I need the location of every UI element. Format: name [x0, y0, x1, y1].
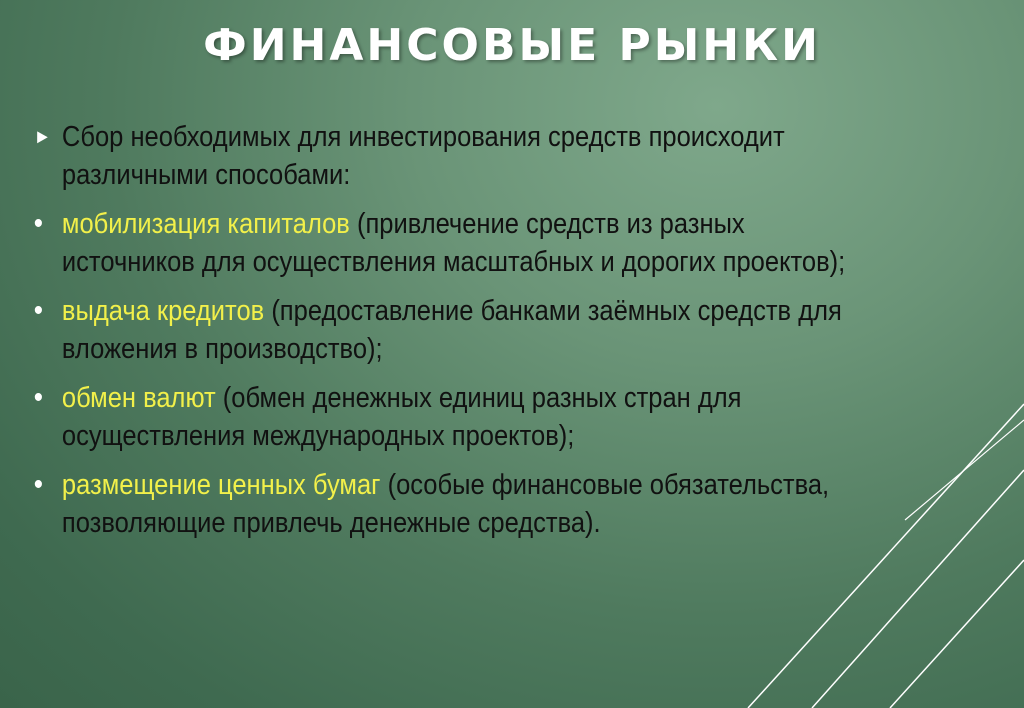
bullet-dot-icon: •	[33, 207, 44, 240]
decor-line	[890, 560, 1024, 708]
decor-line	[812, 470, 1024, 708]
bullet-dot-icon: •	[33, 468, 44, 501]
slide-title: ФИНАНСОВЫЕ РЫНКИ	[203, 20, 821, 71]
bullet-text: (привлечение средств из разных источников для осуществления масштабных и дорогих проектов);	[61, 208, 846, 278]
bullet-highlight: выдача кредитов	[61, 295, 265, 327]
bullet-text: (обмен денежных единиц разных стран для осуществления международных проектов);	[61, 382, 742, 452]
intro-text: Сбор необходимых для инвестирования средств происходит различными способами:	[61, 121, 785, 191]
decor-line	[748, 404, 1024, 708]
arrow-bullet-icon: ►	[33, 126, 52, 148]
bullet-text: (предоставление банками заёмных средств для вложения в производство);	[61, 295, 842, 365]
decor-line	[905, 420, 1024, 520]
bullet-dot-icon: •	[33, 381, 44, 414]
bullet-dot-icon: •	[33, 294, 44, 327]
bullet-highlight: размещение ценных бумаг	[61, 469, 381, 501]
bullet-text: (особые финансовые обязательства, позволяющие привлечь денежные средства).	[61, 469, 830, 539]
bullet-highlight: обмен валют	[61, 382, 216, 414]
bullet-highlight: мобилизация капиталов	[61, 208, 350, 240]
